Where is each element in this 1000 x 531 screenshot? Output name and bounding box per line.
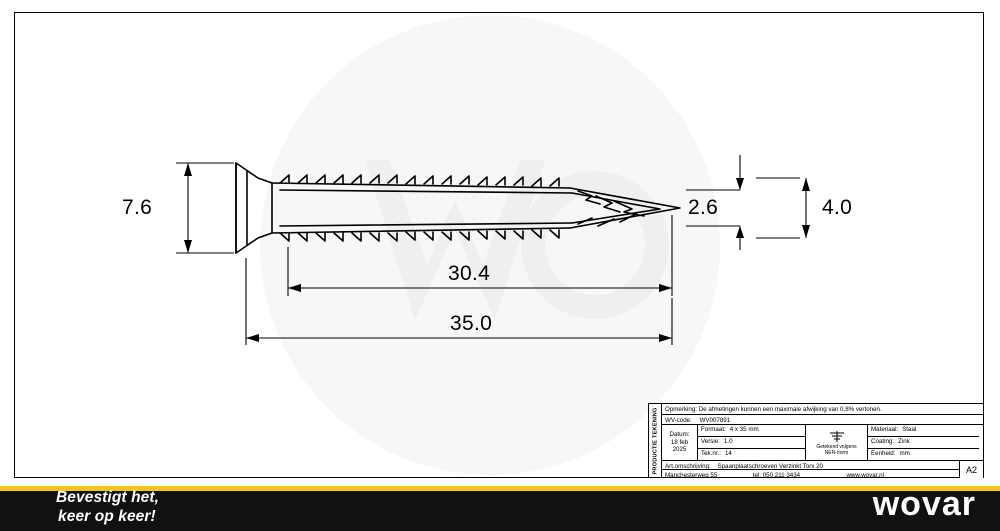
specs-cell bbox=[698, 425, 806, 460]
brand-text: wovar bbox=[872, 485, 976, 523]
drawing-number-label: Tek.nr.: bbox=[701, 450, 721, 458]
date-label: Datum: bbox=[669, 430, 690, 438]
article-label: Art.omschrijving: bbox=[665, 462, 711, 470]
article-row bbox=[662, 461, 983, 470]
slogan-line-1: Bevestigt het, bbox=[56, 489, 160, 507]
unit-label: Eenheid: bbox=[871, 450, 896, 458]
material-row bbox=[868, 425, 979, 437]
version-value: 1.0 bbox=[723, 438, 733, 446]
format-row bbox=[698, 425, 805, 437]
material-label: Materiaal: bbox=[871, 426, 899, 434]
coating-label: Coating: bbox=[871, 438, 895, 446]
version-row bbox=[698, 437, 805, 449]
title-block-side-label bbox=[649, 404, 662, 477]
remark-row: Opmerking: De afmetingen kunnen een maximale afwijking van 0,8% vertonen. bbox=[662, 404, 983, 415]
drawing-number-value: 14 bbox=[724, 450, 732, 458]
company-website: www.wovar.nl bbox=[846, 471, 884, 479]
company-address: Manchesterweg 55 bbox=[665, 471, 718, 479]
dimension-thread-length: 30.4 bbox=[448, 262, 491, 285]
dimension-head-diameter: 7.6 bbox=[122, 196, 153, 219]
sheet-size: A2 bbox=[959, 461, 983, 479]
brand-logo bbox=[873, 485, 976, 524]
format-value: 4 x 35 mm bbox=[729, 426, 759, 434]
date-year: 2025 bbox=[672, 446, 687, 454]
date-cell bbox=[662, 425, 698, 460]
article-value: Spaanplaatschroeven Verzinkt Torx 20 bbox=[717, 462, 823, 470]
wv-code-value: WV007891 bbox=[699, 416, 731, 424]
side-label-text: PRODUCTIE TEKENING bbox=[652, 407, 658, 474]
drawing-number-row bbox=[698, 449, 805, 460]
unit-value: mm bbox=[899, 450, 910, 458]
format-label: Formaat: bbox=[701, 426, 726, 434]
wv-code-row bbox=[662, 415, 983, 425]
material-value: Staal bbox=[902, 426, 917, 434]
title-block bbox=[648, 403, 984, 478]
screw-symbol-icon bbox=[824, 430, 850, 443]
footer-slogan bbox=[56, 489, 159, 526]
footer-bar bbox=[0, 478, 1000, 531]
material-cell bbox=[868, 425, 979, 460]
version-label: Versie: bbox=[701, 438, 720, 446]
coating-row bbox=[868, 437, 979, 449]
standard-line-2: NEN-norm bbox=[824, 449, 849, 456]
wv-code-label: WV-code: bbox=[665, 416, 692, 424]
company-phone: tel: 050 211 3434 bbox=[752, 471, 801, 479]
standard-line-1: Getekend volgens bbox=[816, 443, 857, 450]
coating-value: Zink bbox=[898, 438, 910, 446]
dimension-thread-diameter: 2.6 bbox=[688, 196, 719, 219]
dimension-tip-width: 4.0 bbox=[822, 196, 853, 219]
standard-cell bbox=[806, 425, 868, 460]
dimension-total-length: 35.0 bbox=[450, 312, 493, 335]
slogan-line-2: keer op keer! bbox=[58, 507, 156, 525]
date-value: 18 feb bbox=[670, 438, 689, 446]
unit-row bbox=[868, 449, 979, 460]
